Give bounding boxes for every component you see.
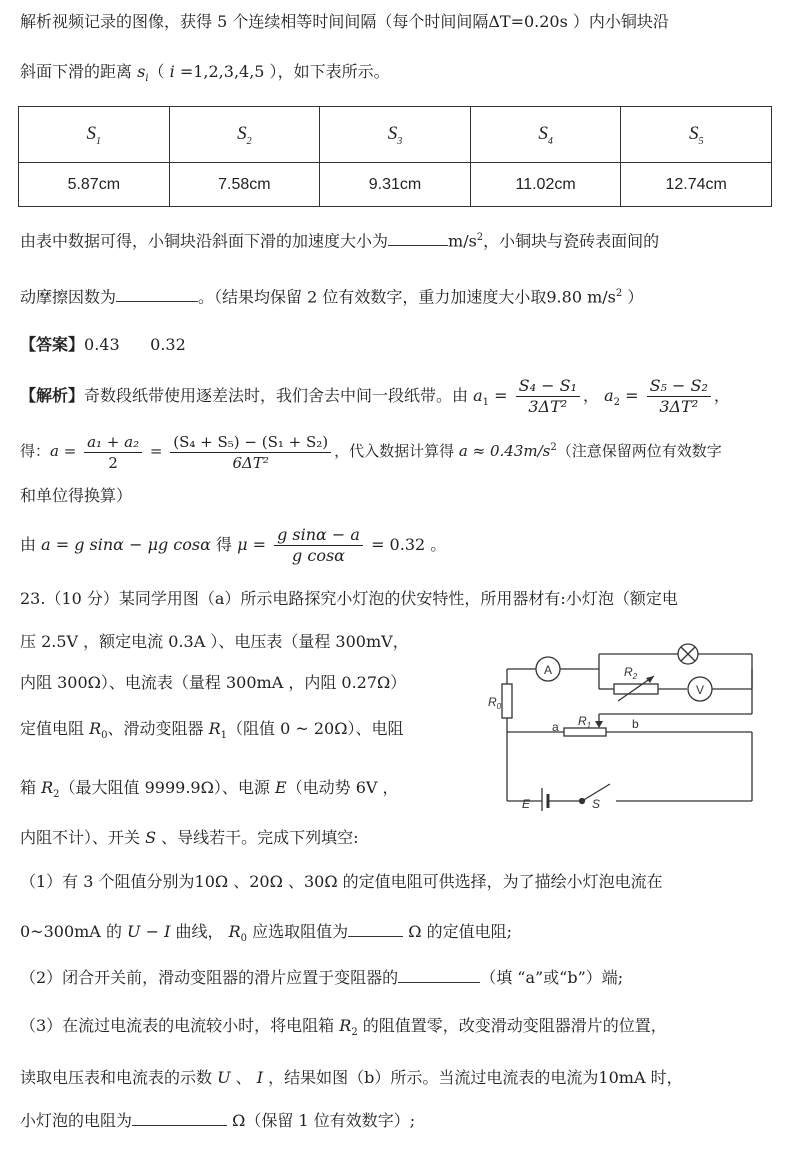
question-line-2: 动摩擦因数为 。（结果均保留 2 位有效数字，重力加速度大小取9.80 $m/s^2$ ） <box>20 287 644 307</box>
q23-part1-line-2: 0~300mA 的 U − I 曲线， $R_0$ 应选取阻值为 Ω 的定值电阻; <box>20 922 512 945</box>
r1-resistor <box>564 728 606 736</box>
source-label: E <box>522 797 531 811</box>
q23-line-2: 压 2.5V ，额定电流 0.3A ）、电压表（量程 300mV， <box>20 632 409 651</box>
table-cell: 12.74cm <box>621 163 772 207</box>
voltmeter-label: V <box>695 683 705 697</box>
q23-part3-line-1: （3）在流过电流表的电流较小时，将电阻箱 $R_2$ 的阻值置零，改变滑动变阻器滑片的位置， <box>20 1016 667 1039</box>
answer-line: 【答案】0.43 0.32 <box>20 335 186 354</box>
answer-blank-r0 <box>348 920 403 937</box>
table-header-cell: $S_2$ <box>169 107 320 163</box>
fraction-a-full: $\frac{\text{(S₄ + S₅) − (S₁ + S₂)}}{\text{6ΔT²}}$ <box>170 432 331 473</box>
r2-label: $R_2$ <box>624 665 638 681</box>
table-cell: 7.58cm <box>169 163 320 207</box>
r0-resistor <box>502 684 512 718</box>
r0-label: $R_0$ <box>488 695 502 711</box>
end-a-label: a <box>552 720 559 734</box>
analysis-line-3: 和单位得换算） <box>20 486 133 505</box>
q23-line-4: 定值电阻 $R_0$、滑动变阻器 $R_1$（阻值 0 ~ 20Ω）、电阻 <box>20 719 404 742</box>
circuit-diagram <box>482 636 782 811</box>
table-cell: 5.87cm <box>19 163 170 207</box>
table-header-row <box>19 107 772 163</box>
intro-line-2: 斜面下滑的距离 $s_i$（ i =1,2,3,4,5 ），如下表所示。 <box>20 62 390 85</box>
table-row <box>19 163 772 207</box>
analysis-line-4: 由 a = g sinα − μg cosα 得 μ = $\frac{\text{g sinα − a}}{\text{g cosα}}$ = 0.32 。 <box>20 525 447 565</box>
switch-label: S <box>592 797 601 811</box>
answer-blank-slider-end <box>398 966 480 983</box>
table-header-cell: $S_4$ <box>470 107 621 163</box>
distance-table <box>18 106 772 207</box>
table-header-cell: $S_5$ <box>621 107 772 163</box>
q23-line-3: 内阻 300Ω）、电流表（量程 300mA ，内阻 0.27Ω） <box>20 673 407 692</box>
q23-part2: （2）闭合开关前，滑动变阻器的滑片应置于变阻器的 （填 “a”或“b”）端; <box>20 968 624 987</box>
table-cell: 9.31cm <box>320 163 471 207</box>
ammeter-label: A <box>543 663 553 677</box>
r1-label: $R_1$ <box>578 714 592 730</box>
table-cell: 11.02cm <box>470 163 621 207</box>
r2-arrow-head <box>646 676 654 683</box>
fraction-a-avg: $\frac{\text{a₁ + a₂}}{2}$ <box>84 432 142 473</box>
answer-blank-acceleration <box>388 229 448 246</box>
end-b-label: b <box>632 717 639 731</box>
q23-part1-line-1: （1）有 3 个阻值分别为10Ω 、20Ω 、30Ω 的定值电阻可供选择，为了描绘小灯泡电流在 <box>20 872 663 891</box>
slider-arrow <box>595 721 603 728</box>
table-header-cell: $S_1$ <box>19 107 170 163</box>
q23-part3-line-3: 小灯泡的电阻为 Ω（保留 1 位有效数字）; <box>20 1111 416 1130</box>
fraction-a1: $\frac{\text{S₄ − S₁}}{\text{3ΔT²}}$ <box>516 376 580 417</box>
intro-line-1: 解析视频记录的图像，获得 5 个连续相等时间间隔（每个时间间隔ΔT=0.20s ）内小铜块沿 <box>20 12 669 31</box>
q23-line-5: 箱 $R_2$（最大阻值 9999.9Ω）、电源 E（电动势 6V ， <box>20 778 399 801</box>
answer-blank-friction <box>116 285 198 302</box>
q23-line-6: 内阻不计）、开关 S 、导线若干。完成下列填空: <box>20 828 359 847</box>
analysis-line-1: 【解析】奇数段纸带使用逐差法时，我们舍去中间一段纸带。由 $a_1$ = $\frac{\text{S₄ − S₁}}{\text{3ΔT²}}$ ， $a_2$ = $\frac{\text{S₅ − S₂}}{\text{3ΔT²}}$ ， <box>20 376 730 416</box>
fraction-mu: $\frac{\text{g sinα − a}}{\text{g cosα}}$ <box>274 525 363 566</box>
q23-part3-line-2: 读取电压表和电流表的示数 U 、 I ，结果如图（b）所示。当流过电流表的电流为10mA 时， <box>20 1068 683 1087</box>
analysis-line-2: 得：a = $\frac{\text{a₁ + a₂}}{2}$ = $\frac{\text{(S₄ + S₅) − (S₁ + S₂)}}{\text{6ΔT²}}$ ，代入数据计算得 $a \approx 0.43m/s^2$（注意保留两位有效数字 <box>20 432 722 472</box>
answer-blank-bulb-resistance <box>132 1109 227 1126</box>
question-line-1: 由表中数据可得，小铜块沿斜面下滑的加速度大小为 $m/s^2$，小铜块与瓷砖表面间的 <box>20 231 660 251</box>
q23-line-1: 23.（10 分）某同学用图（a）所示电路探究小灯泡的伏安特性，所用器材有:小灯泡（额定电 <box>20 589 678 608</box>
table-header-cell: $S_3$ <box>320 107 471 163</box>
fraction-a2: $\frac{\text{S₅ − S₂}}{\text{3ΔT²}}$ <box>647 376 711 417</box>
